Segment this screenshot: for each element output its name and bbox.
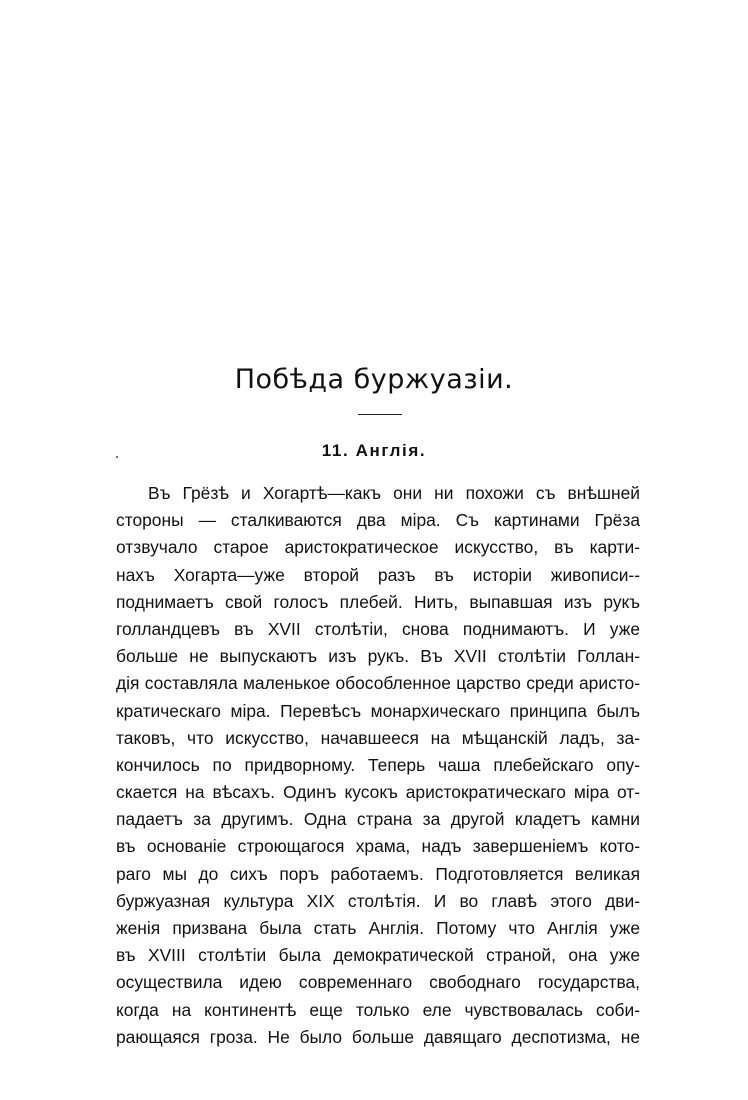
text-line: въ основаніе строющагося храма, надъ завершеніемъ кото- xyxy=(116,836,640,857)
text-line: въ XVIII столѣтіи была демократической страной, она уже xyxy=(116,945,640,966)
text-line: Въ Грёзѣ и Хогартѣ—какъ они ни похожи съ внѣшней xyxy=(148,483,640,503)
text-line: раго мы до сихъ поръ работаемъ. Подготовляется великая xyxy=(116,863,640,884)
text-line: скается на вѣсахъ. Одинъ кусокъ аристократическаго міра от- xyxy=(116,782,640,803)
text-line: буржуазная культура XIX столѣтія. И во главѣ этого дви- xyxy=(116,890,640,911)
text-line: поднимаетъ свой голосъ плебей. Нить, выпавшая изъ рукъ xyxy=(116,591,640,612)
margin-dot xyxy=(116,456,118,458)
text-line: падаетъ за другимъ. Одна страна за другой кладетъ камни xyxy=(116,809,640,830)
section-heading: 11. Англія. xyxy=(321,441,427,460)
text-line: кратическаго міра. Перевѣсъ монархическаго принципа былъ xyxy=(116,700,640,721)
text-line: голландцевъ въ XVII столѣтіи, снова поднимаютъ. И уже xyxy=(116,618,640,639)
chapter-title: Побѣда буржуазіи. xyxy=(234,364,514,395)
text-line: больше не выпускаютъ изъ рукъ. Въ XVII столѣтіи Голлан- xyxy=(116,646,640,667)
text-line: женія призвана была стать Англія. Потому что Англія уже xyxy=(116,918,640,938)
text-line: стороны — сталкиваются два міра. Съ картинами Грёза xyxy=(116,510,640,531)
text-line: нахъ Хогарта—уже второй разъ въ исторіи живописи-- xyxy=(116,564,640,585)
text-line: дія составляла маленькое обособленное царство среди аристо- xyxy=(116,673,640,694)
text-line: отзвучало старое аристократическое искусство, въ карти- xyxy=(116,537,640,558)
title-divider xyxy=(358,414,402,415)
text-line: рающаяся гроза. Не было больше давящаго деспотизма, не xyxy=(116,1026,640,1047)
text-line: таковъ, что искусство, начавшееся на мѣщанскій ладъ, за- xyxy=(116,727,640,748)
body-paragraph xyxy=(116,480,640,1051)
text-line: осуществила идею современнаго свободнаго государства, xyxy=(116,972,640,993)
text-line: кончилось по придворному. Теперь чаша плебейскаго опу- xyxy=(116,754,640,775)
text-line: когда на континентѣ еще только еле чувствовалась соби- xyxy=(116,999,640,1020)
